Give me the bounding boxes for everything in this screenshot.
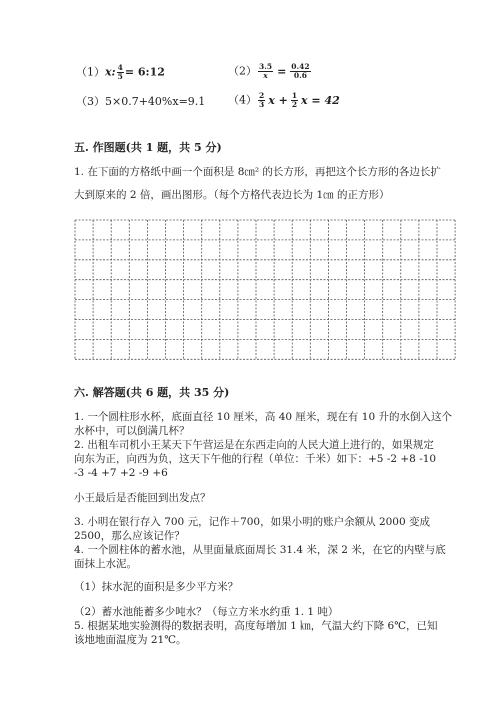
fraction-numerator: 3.5 <box>259 62 273 71</box>
equation-4-mid: x + <box>268 93 288 107</box>
section-6-q4-sub-2: （2）蓄水池能蓄多少吨水？（每立方米水约重 1. 1 吨） <box>74 606 339 618</box>
equation-1 <box>76 64 165 81</box>
fraction-denominator: 5 <box>117 72 123 81</box>
section-6-q3-line-2: 2500，那么应该记作？ <box>74 530 185 542</box>
equation-2 <box>228 63 312 80</box>
equation-2-fraction-right <box>290 63 310 80</box>
section-6-q1-line-1: 1. 一个圆柱形水杯，底面直径 10 厘米，高 40 厘米，现在有 10 升的水倒入这个 <box>74 411 452 423</box>
fraction-denominator: 0.6 <box>293 71 307 80</box>
equation-4 <box>228 92 340 109</box>
fraction-numerator: 2 <box>259 91 265 100</box>
fraction-numerator: 1 <box>291 91 298 100</box>
equation-4-right: x = 42 <box>301 93 340 107</box>
equation-2-label: （2） <box>228 64 257 78</box>
equation-1-fraction <box>117 64 124 81</box>
equation-1-left: x: <box>105 65 116 79</box>
equation-4-fraction-1 <box>258 92 265 109</box>
section-6-q4-line-1: 4. 一个圆柱体的蓄水池，从里面量底面周长 31.4 米，深 2 米，在它的内壁与底 <box>74 544 446 556</box>
equation-4-fraction-2 <box>291 92 298 109</box>
section-6-q2-line-2: 向东为正，向西为负，这天下午他的行程（单位：千米）如下：+5 -2 +8 -10 <box>74 453 437 465</box>
equation-4-label: （4） <box>228 93 257 107</box>
fraction-denominator: 2 <box>291 100 298 109</box>
section-6-q4-sub-1: （1）抹水泥的面积是多少平方米？ <box>74 581 239 593</box>
section-6-heading: 六. 解答题(共 6 题，共 35 分) <box>74 386 230 399</box>
fraction-denominator: 3 <box>259 100 265 109</box>
section-6-q2-line-4: 小王最后是否能回到出发点？ <box>74 492 211 504</box>
section-6-q2-line-1: 2. 出租车司机小王某天下午营运是在东西走向的人民大道上进行的，如果规定 <box>74 439 434 451</box>
grid-paper <box>74 219 456 361</box>
section-6-q2-line-3: -3 -4 +7 +2 -9 +6 <box>74 467 168 479</box>
section-6-q5-line-1: 5. 根据某地实验测得的数据表明，高度每增加 1 ㎞，气温大约下降 6℃，已知 <box>74 620 438 632</box>
section-6-q5-line-2: 该地地面温度为 21℃。 <box>74 634 187 646</box>
section-6-q4-line-2: 面抹上水泥。 <box>74 558 137 570</box>
fraction-denominator: x <box>263 71 268 80</box>
equation-2-equals: = <box>277 64 287 78</box>
section-5-question-line-1: 1. 在下面的方格纸中画一个面积是 8㎝² 的长方形，再把这个长方形的各边长扩 <box>74 166 441 178</box>
equation-3: （3）5×0.7+40%x=9.1 <box>76 95 206 108</box>
equation-1-right: = 6:12 <box>124 65 165 79</box>
section-6-q3-line-1: 3. 小明在银行存入 700 元，记作＋700，如果小明的账户余额从 2000 变成 <box>74 516 431 528</box>
equation-2-fraction-left <box>258 63 273 80</box>
equation-1-label: （1） <box>76 65 105 79</box>
fraction-numerator: 0.42 <box>291 62 310 71</box>
fraction-numerator: 4 <box>117 63 123 72</box>
section-6-q1-line-2: 水杯中，可以倒满几杯？ <box>74 425 190 437</box>
section-5-question-line-2: 大到原来的 2 倍，画出图形。（每个方格代表边长为 1㎝ 的正方形） <box>74 189 390 201</box>
section-5-heading: 五. 作图题(共 1 题，共 5 分) <box>74 141 222 154</box>
